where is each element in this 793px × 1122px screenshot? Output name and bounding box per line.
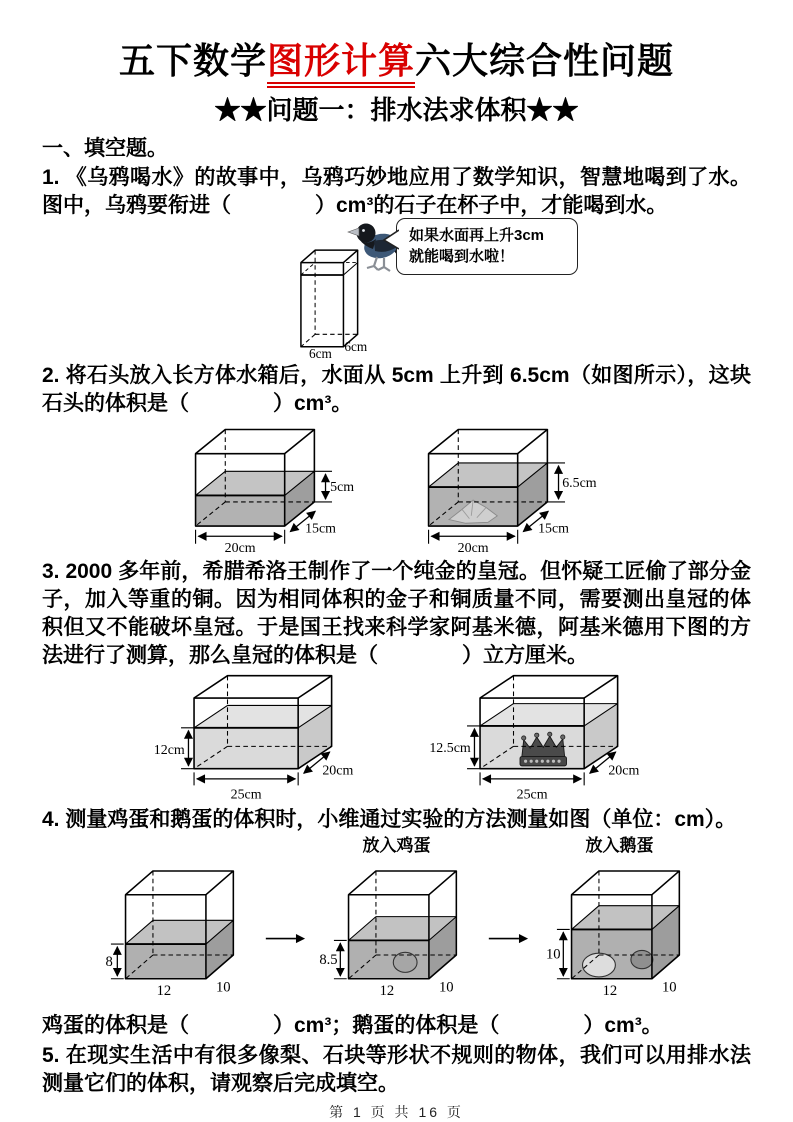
water-height-label: 8.5 [319, 952, 338, 969]
tank-before-crown [140, 672, 368, 804]
tank-with-stone [423, 422, 604, 554]
egg-tank-column-3 [535, 836, 704, 1010]
problem-4-answer-line: 鸡蛋的体积是（ ）cm³；鹅蛋的体积是（ ）cm³。 [42, 1014, 663, 1037]
problem-4-text: 4. 测量鸡蛋和鹅蛋的体积时，小维通过实验的方法测量如图（单位：cm）。 [42, 808, 737, 831]
glass-width-label: 6cm [308, 346, 332, 360]
page-number: 第 1 页 共 16 页 [329, 1104, 464, 1120]
water-height-label: 5cm [329, 479, 354, 495]
goose-egg [583, 953, 616, 977]
figure-crow-glass [42, 220, 751, 360]
figure-egg-tanks [42, 836, 751, 1010]
title-prefix: 五下数学 [118, 40, 267, 81]
water [195, 471, 314, 526]
depth-label: 20cm [321, 763, 353, 779]
width-label: 12 [156, 983, 172, 1000]
egg-tank-column-2 [312, 836, 481, 1010]
tank-with-crown [426, 672, 654, 804]
depth-label: 10 [215, 979, 231, 996]
width-label: 20cm [457, 541, 489, 554]
tank-water-only [89, 858, 258, 1010]
figure-crown-tanks [42, 672, 751, 804]
width-label: 12 [602, 983, 618, 1000]
chicken-egg [393, 952, 417, 972]
water-height-label: 8 [105, 953, 113, 970]
speech-bubble-line1: 如果水面再上升3cm [409, 227, 545, 244]
problem-5-text: 5. 在现实生活中有很多像梨、石块等形状不规则的物体，我们可以用排水法测量它们的体积，请观察后完成填空。 [42, 1044, 751, 1095]
water-height-label: 6.5cm [561, 476, 597, 492]
chicken-egg [631, 950, 653, 968]
title-suffix: 六大综合性问题 [415, 40, 675, 81]
egg-tank-column-1 [89, 836, 258, 1010]
figure-stone-tanks [42, 422, 751, 554]
tank-with-goose-egg [535, 858, 704, 1010]
speech-bubble-tail [382, 228, 399, 252]
tank-before-stone [190, 422, 371, 554]
depth-label: 10 [438, 979, 454, 996]
part-heading: 一、填空题。 [42, 137, 168, 160]
section-title: ★★问题一：排水法求体积★★ [214, 95, 579, 125]
width-label: 25cm [516, 787, 548, 803]
speech-bubble [396, 218, 578, 275]
water-height-label: 12cm [153, 742, 185, 758]
depth-label: 15cm [537, 521, 569, 537]
tank-caption: 放入鹅蛋 [585, 836, 654, 855]
page-title [42, 38, 751, 84]
width-label: 12 [379, 983, 395, 1000]
width-label: 20cm [224, 541, 256, 554]
water-height-label: 10 [545, 946, 561, 963]
depth-label: 20cm [607, 763, 639, 779]
title-highlight: 图形计算 [267, 40, 415, 88]
problem-1-text: 1. 《乌鸦喝水》的故事中，乌鸦巧妙地应用了数学知识，智慧地喝到了水。图中，乌鸦要衔进（ ）cm³的石子在杯子中，才能喝到水。 [42, 166, 751, 217]
tank-with-chicken-egg [312, 858, 481, 1010]
problem-2-text: 2. 将石头放入长方体水箱后，水面从 5cm 上升到 6.5cm（如图所示），这块石头的体积是（ ）cm³。 [42, 364, 751, 415]
problem-3-text: 3. 2000 多年前，希腊希洛王制作了一个纯金的皇冠。但怀疑工匠偷了部分金子，加入等重的铜。因为相同体积的金子和铜质量不同，需要测出皇冠的体积但又不能破坏皇冠。于是国王找来科学家阿基米德，阿基米德用下图的方法进行了测算，那么皇冠的体积是（ ）立方厘米。 [42, 560, 751, 667]
tank-caption: 放入鸡蛋 [362, 836, 431, 855]
water-height-label: 12.5cm [428, 740, 471, 756]
arrow-right-icon [264, 858, 306, 1010]
speech-bubble-line2: 就能喝到水啦！ [409, 248, 515, 265]
depth-label: 15cm [304, 521, 336, 537]
depth-label: 10 [661, 979, 677, 996]
width-label: 25cm [230, 787, 262, 803]
glass-depth-label: 6cm [344, 339, 368, 355]
arrow-right-icon [487, 858, 529, 1010]
